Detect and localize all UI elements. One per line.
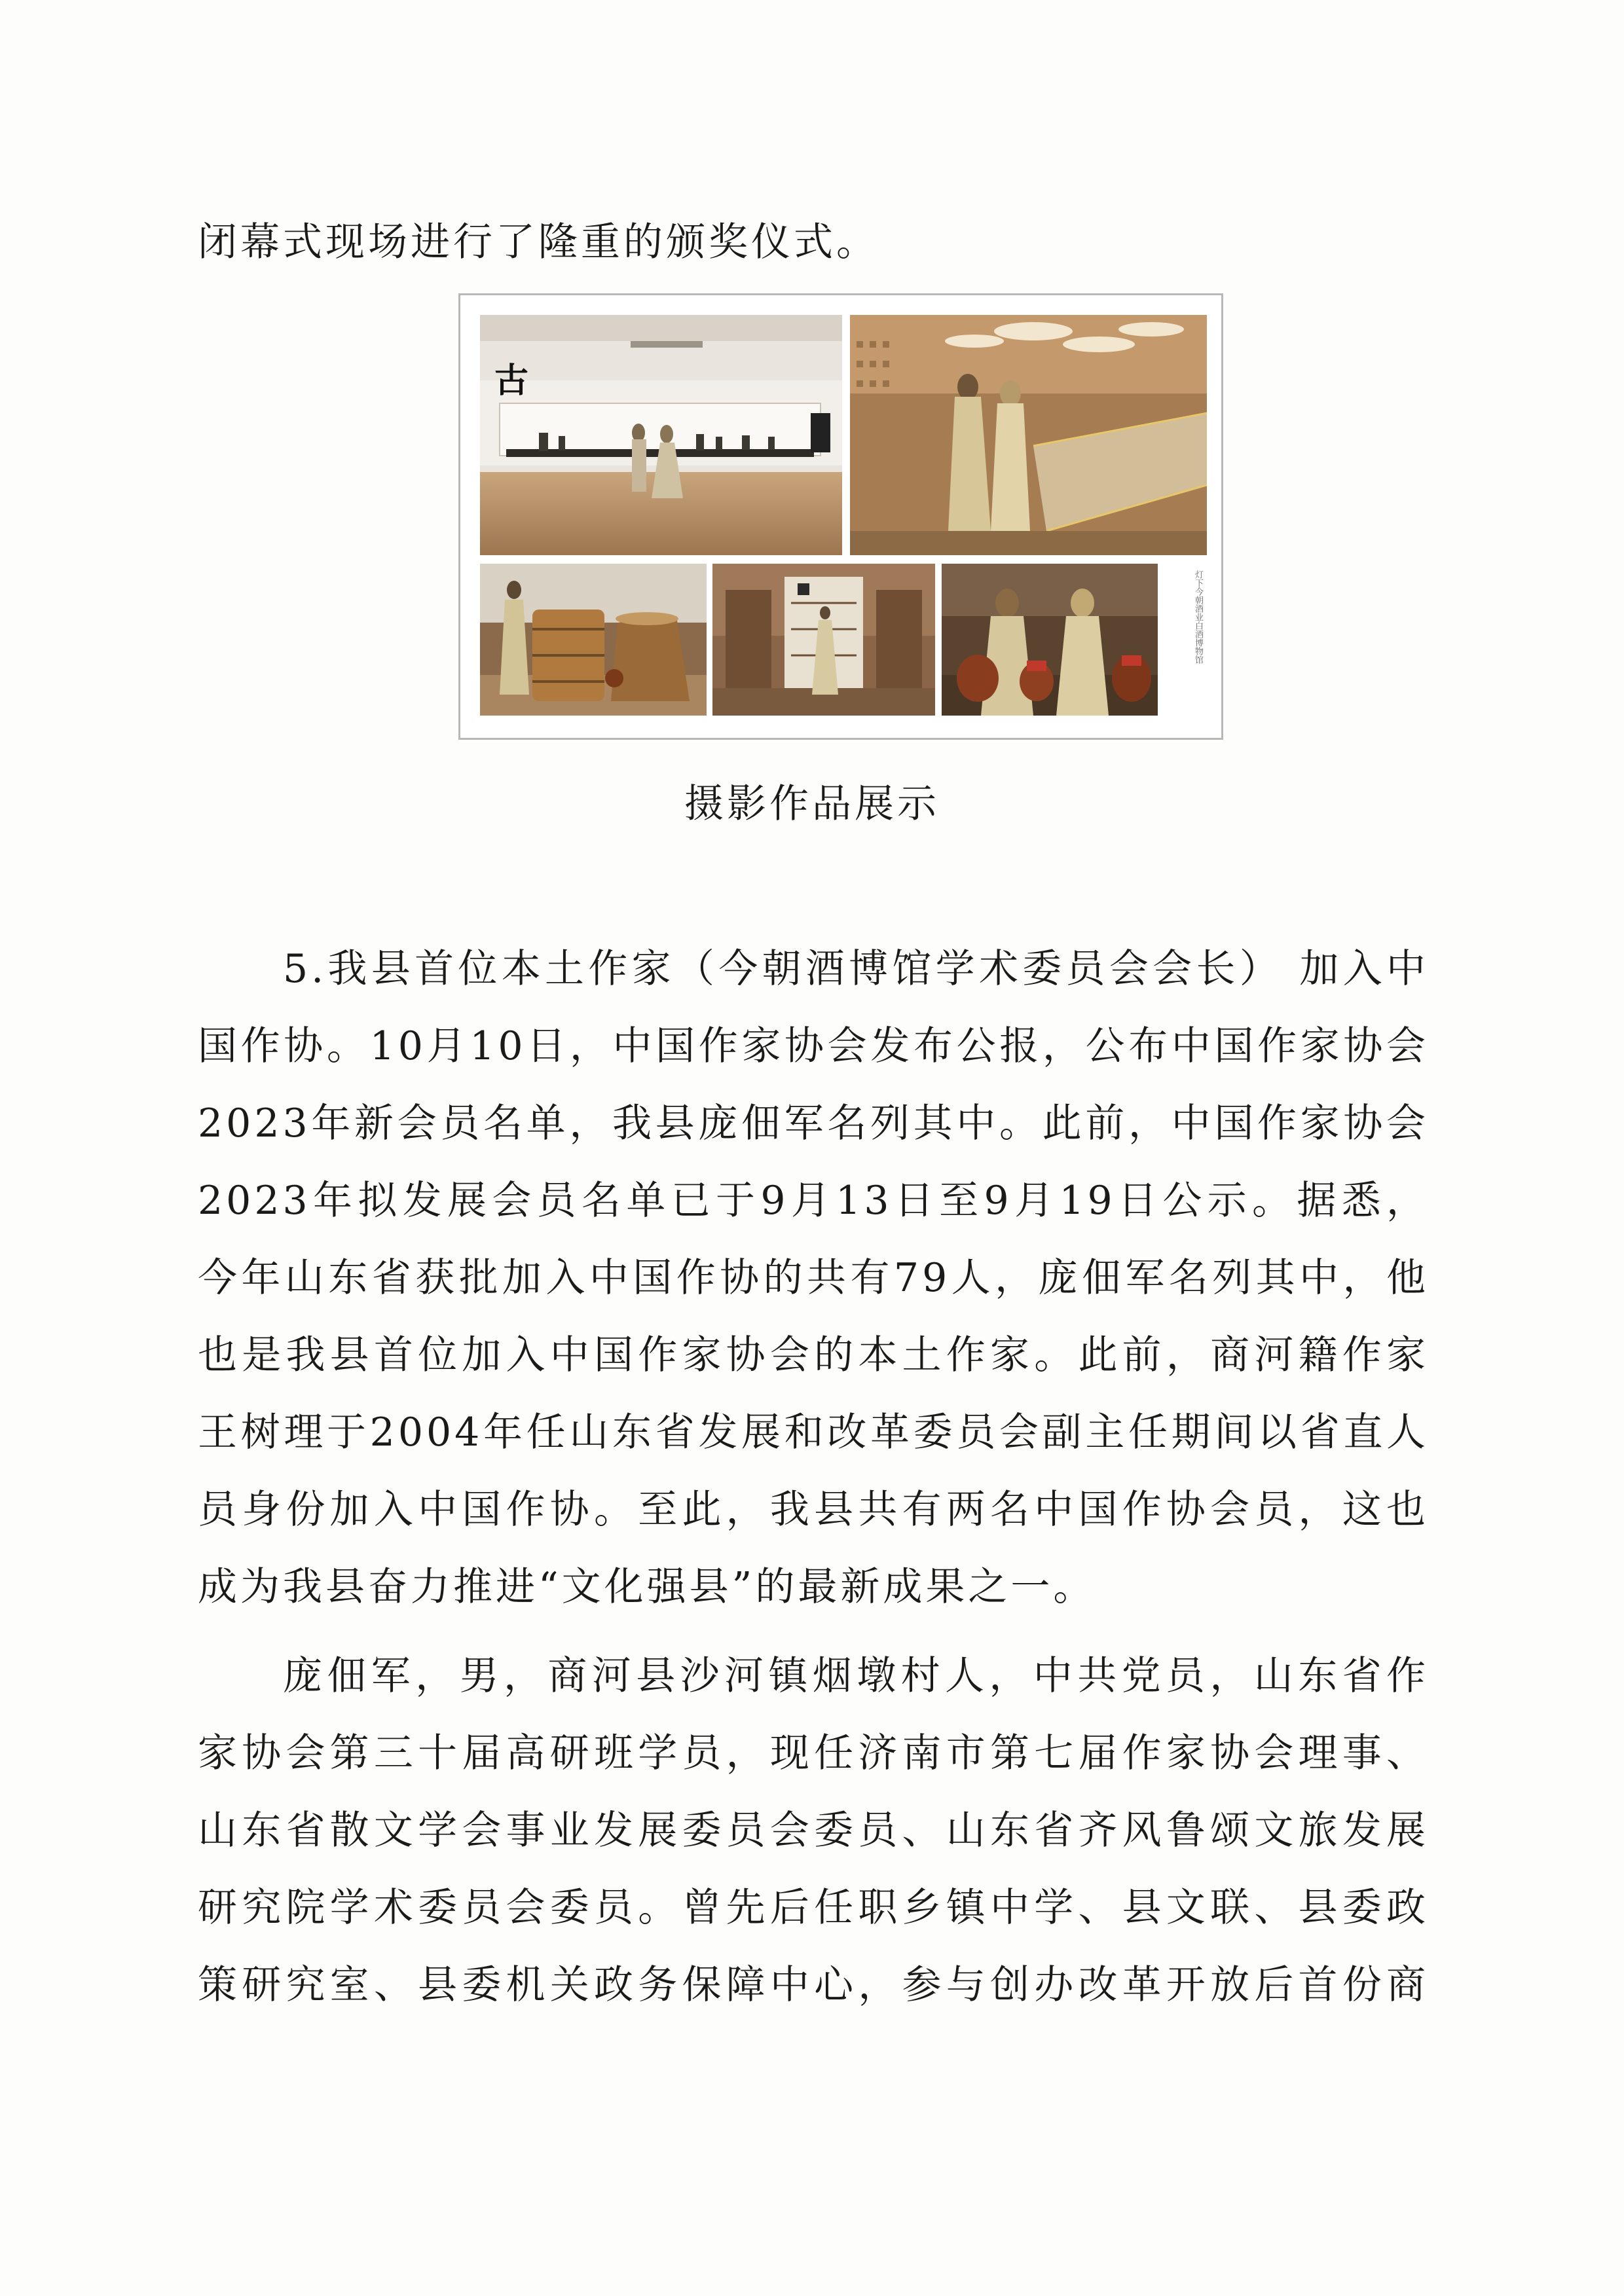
paragraph-line: 2023年拟发展会员名单已于9月13日至9月19日公示。据悉， xyxy=(198,1178,1429,1224)
figure-caption: 摄影作品展示 xyxy=(684,781,940,827)
paragraph-line: 今年山东省获批加入中国作协的共有79人，庞佃军名列其中，他 xyxy=(198,1255,1429,1301)
paragraph-line: 员身份加入中国作协。至此，我县共有两名中国作协会员，这也 xyxy=(198,1487,1429,1533)
paragraph-line: 庞佃军，男，商河县沙河镇烟墩村人，中共党员，山东省作 xyxy=(283,1653,1429,1699)
paragraph-line: 策研究室、县委机关政务保障中心，参与创办改革开放后首份商 xyxy=(198,1962,1429,2008)
paragraph-line: 2023年新会员名单，我县庞佃军名列其中。此前，中国作家协会 xyxy=(198,1101,1429,1146)
paragraph-line: 家协会第三十届高研班学员，现任济南市第七届作家协会理事、 xyxy=(198,1730,1429,1776)
paragraph-line: 王树理于2004年任山东省发展和改革委员会副主任期间以省直人 xyxy=(198,1410,1429,1455)
sign-character: 古 xyxy=(494,361,529,401)
paragraph-line: 也是我县首位加入中国作家协会的本土作家。此前，商河籍作家 xyxy=(198,1332,1429,1378)
photo-barrels xyxy=(480,564,707,716)
paragraph-line: 山东省散文学会事业发展委员会委员、山东省齐风鲁颂文旅发展 xyxy=(198,1808,1429,1853)
paragraph-line: 研究院学术委员会委员。曾先后任职乡镇中学、县文联、县委政 xyxy=(198,1885,1429,1931)
photo-wooden-gallery xyxy=(850,315,1207,555)
intro-line: 闭幕式现场进行了隆重的颁奖仪式。 xyxy=(198,219,879,265)
photo-models-jars xyxy=(942,564,1158,716)
paragraph-line: 成为我县奋力推进“文化强县”的最新成果之一。 xyxy=(198,1564,1096,1610)
photo-corridor xyxy=(712,564,935,716)
photo-collage xyxy=(458,293,1223,740)
paragraph-line: 国作协。10月10日，中国作家协会发布公报，公布中国作家协会 xyxy=(198,1023,1429,1069)
photo-museum-hall xyxy=(480,315,842,555)
side-note: 灯下今朝酒业白酒博物馆 xyxy=(1193,570,1203,664)
paragraph-line: 5.我县首位本土作家（今朝酒博馆学术委员会会长） 加入中 xyxy=(283,946,1429,992)
